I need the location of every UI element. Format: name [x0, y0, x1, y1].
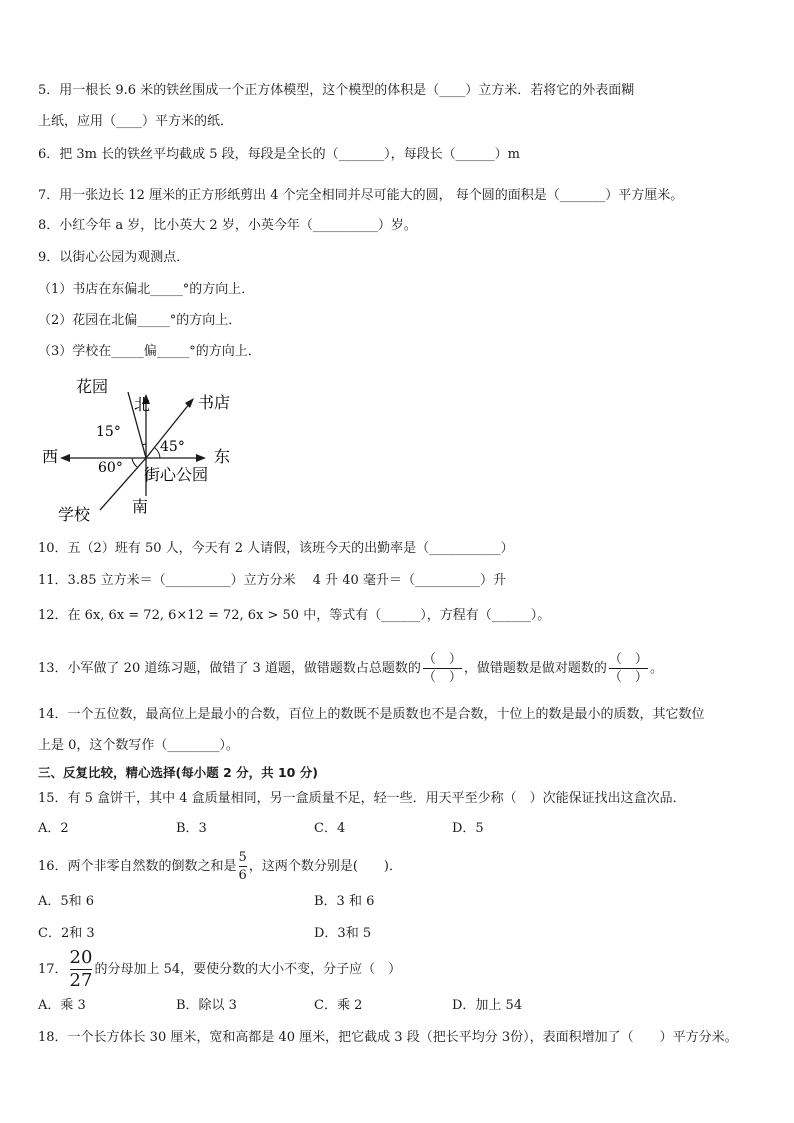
- question-15-option-b[interactable]: B．3: [176, 821, 207, 836]
- question-8: 8．小红今年 a 岁，比小英大 2 岁，小英今年（__________）岁。: [38, 218, 417, 233]
- question-16-option-b[interactable]: B．3 和 6: [314, 894, 375, 909]
- label-north: 北: [134, 395, 151, 414]
- question-15-option-d[interactable]: D．5: [452, 821, 484, 836]
- question-16-option-d[interactable]: D．3和 5: [314, 926, 372, 941]
- question-9-sub-2: （2）花园在北偏_____°的方向上．: [38, 313, 242, 328]
- question-17-option-c[interactable]: C．乘 2: [314, 998, 363, 1013]
- question-5-line-2: 上纸，应用（____）平方米的纸．: [38, 114, 234, 129]
- question-17-option-d[interactable]: D．加上 54: [452, 998, 523, 1013]
- label-angle-60: 60°: [98, 460, 123, 476]
- fraction-blank-1: $\frac{( )}{( )}$: [422, 652, 462, 685]
- fraction-5-6: $\frac{5}{6}$: [238, 850, 247, 883]
- question-17-option-a[interactable]: A．乘 3: [38, 998, 86, 1013]
- question-16-option-c[interactable]: C．2和 3: [38, 926, 95, 941]
- question-15-stem: 15．有 5 盒饼干，其中 4 盒质量相同，另一盒质量不足，轻一些．用天平至少称（ ）次能保证找出这盒次品．: [38, 791, 686, 806]
- question-11: 11．3.85 立方米＝（__________）立方分米 4 升 40 毫升＝（__________）升: [38, 573, 506, 588]
- compass-diagram: [30, 370, 260, 530]
- bookstore-arrow-icon: [185, 398, 194, 408]
- question-17-option-b[interactable]: B．除以 3: [176, 998, 237, 1013]
- question-13: 13．小军做了 20 道练习题，做错了 3 道题，做错题数占总题数的 $\frac{( )}{( )}$ ，做错题数是做对题数的 $\frac{( )}{( )}$ 。: [38, 652, 663, 685]
- question-10: 10．五（2）班有 50 人，今天有 2 人请假，该班今天的出勤率是（___________）: [38, 541, 514, 556]
- question-17-stem: 17． $\frac{20}{27}$ 的分母加上 54，要使分数的大小不变，分子应（ ）: [38, 947, 402, 991]
- question-18: 18．一个长方体长 30 厘米，宽和高都是 40 厘米，把它截成 3 段（把长平均分 3份），表面积增加了（ ）平方分米。: [38, 1030, 738, 1045]
- east-arrow-icon: [196, 454, 206, 462]
- label-garden: 花园: [76, 377, 109, 396]
- question-9-stem: 9．以街心公园为观测点．: [38, 250, 190, 265]
- fraction-blank-2: $\frac{( )}{( )}$: [608, 652, 648, 685]
- question-12: 12．在 6x, 6x = 72, 6×12 = 72, 6x > 50 中，等式有（______），方程有（______）。: [38, 608, 551, 623]
- label-west: 西: [42, 447, 59, 466]
- label-angle-15: 15°: [96, 424, 121, 440]
- question-9-sub-3: （3）学校在_____偏_____°的方向上．: [38, 344, 261, 359]
- question-7: 7．用一张边长 12 厘米的正方形纸剪出 4 个完全相同并尽可能大的圆， 每个圆的面积是（_______）平方厘米。: [38, 188, 684, 203]
- label-east: 东: [214, 447, 231, 466]
- question-15-option-a[interactable]: A．2: [38, 821, 69, 836]
- question-16-option-a[interactable]: A．5和 6: [38, 894, 95, 909]
- question-6: 6．把 3m 长的铁丝平均截成 5 段，每段是全长的（_______），每段长（______）m: [38, 147, 520, 162]
- fraction-20-27: $\frac{20}{27}$: [69, 947, 93, 991]
- label-angle-45: 45°: [160, 439, 185, 455]
- question-14-line-1: 14．一个五位数，最高位上是最小的合数，百位上的数既不是质数也不是合数，十位上的数是最小的质数，其它数位: [38, 707, 705, 722]
- question-15-option-c[interactable]: C．4: [314, 821, 346, 836]
- label-bookstore: 书店: [198, 393, 231, 412]
- label-park: 街心公园: [144, 465, 209, 484]
- label-school: 学校: [58, 505, 91, 524]
- question-5-line-1: 5．用一根长 9.6 米的铁丝围成一个正方体模型，这个模型的体积是（____）立方米．若将它的外表面糊: [38, 83, 635, 98]
- angle-arc-60: [132, 458, 137, 467]
- question-14-line-2: 上是 0，这个数写作（________）。: [38, 738, 239, 753]
- label-south: 南: [132, 497, 149, 516]
- west-arrow-icon: [60, 454, 70, 462]
- section-3-heading: 三、反复比较，精心选择(每小题 2 分，共 10 分): [38, 765, 318, 780]
- question-9-sub-1: （1）书店在东偏北_____°的方向上．: [38, 282, 255, 297]
- question-16-stem: 16．两个非零自然数的倒数之和是 $\frac{5}{6}$ ，这两个数分别是( )．: [38, 850, 402, 883]
